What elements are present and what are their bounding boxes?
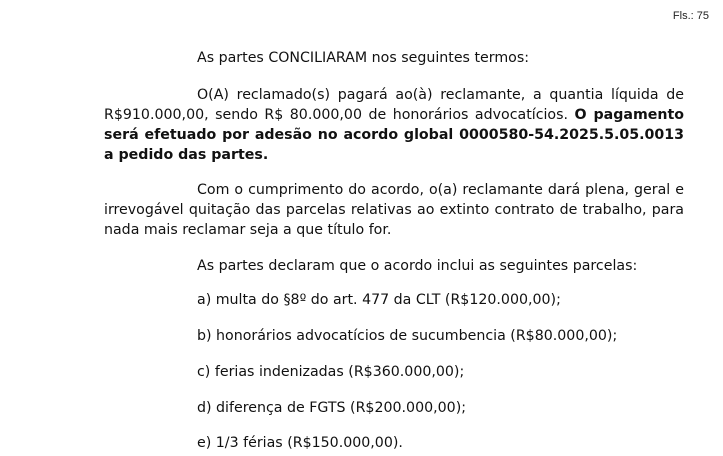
list-item: e) 1/3 férias (R$150.000,00). <box>197 435 403 451</box>
list-item: a) multa do §8º do art. 477 da CLT (R$120.000,00); <box>197 292 561 308</box>
list-item: c) ferias indenizadas (R$360.000,00); <box>197 364 465 380</box>
payment-paragraph <box>104 85 684 165</box>
payment-text: O(A) reclamado(s) pagará ao(à) reclamante, a quantia líquida de R$910.000,00, sendo R$ 80.000,00 de honorários advocatícios. <box>104 87 684 123</box>
intro-paragraph: As partes CONCILIARAM nos seguintes termos: <box>197 50 530 66</box>
discharge-paragraph: Com o cumprimento do acordo, o(a) reclamante dará plena, geral e irrevogável quitação das parcelas relativas ao extinto contrato de trabalho, para nada mais reclamar seja a que título for. <box>104 182 684 238</box>
page-number: Fls.: 75 <box>672 10 709 22</box>
list-item: d) diferença de FGTS (R$200.000,00); <box>197 400 467 416</box>
payment-bold-text: O pagamento será efetuado por adesão no acordo global 0000580-54.2025.5.05.0013 a pedido das partes. <box>104 107 684 163</box>
items-intro: As partes declaram que o acordo inclui as seguintes parcelas: <box>197 258 638 274</box>
list-item: b) honorários advocatícios de sucumbencia (R$80.000,00); <box>197 328 618 344</box>
